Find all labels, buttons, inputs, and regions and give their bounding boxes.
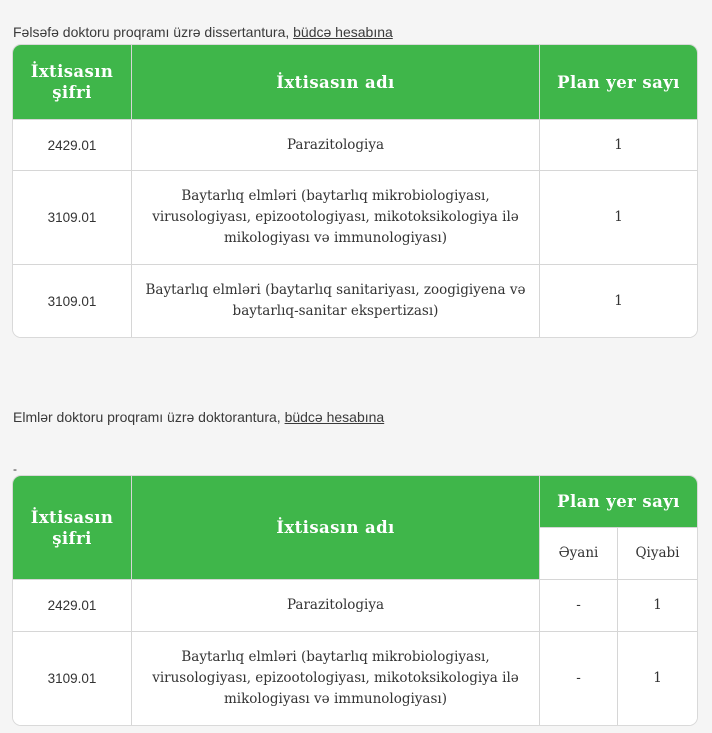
section2-heading — [13, 409, 384, 425]
row-name: Parazitologiya — [132, 579, 540, 631]
col-header-code: İxtisasın şifri — [13, 476, 132, 579]
section1-budget-link[interactable]: büdcə hesabına — [293, 24, 393, 40]
phd-dissertantura-table — [13, 45, 697, 337]
table-row — [13, 170, 697, 264]
row-name: Baytarlıq elmləri (baytarlıq mikrobiologiyası, virusologiyası, epizootologiyası, mikotoksikologiya ilə mikologiyası və immunologiyası) — [132, 631, 540, 725]
row-code: 3109.01 — [13, 264, 132, 337]
row-code: 2429.01 — [13, 119, 132, 170]
section2-heading-text: Elmlər doktoru proqramı üzrə doktorantura, — [13, 409, 285, 425]
row-code: 3109.01 — [13, 631, 132, 725]
row-name: Parazitologiya — [132, 119, 540, 170]
col-header-plan: Plan yer sayı — [540, 476, 697, 527]
row-code: 3109.01 — [13, 170, 132, 264]
section2-budget-link[interactable]: büdcə hesabına — [284, 409, 385, 425]
col-header-plan: Plan yer sayı — [540, 45, 697, 119]
row-day: - — [540, 579, 618, 631]
col-header-extramural: Qiyabi — [618, 527, 697, 579]
row-extramural: 1 — [618, 631, 697, 725]
row-code: 2429.01 — [13, 579, 132, 631]
col-header-name: İxtisasın adı — [132, 45, 540, 119]
table-row — [13, 264, 697, 337]
doctorate-table — [13, 476, 697, 725]
table-row — [13, 631, 697, 725]
row-plan: 1 — [540, 170, 697, 264]
separator-dash: - — [13, 462, 17, 476]
row-extramural: 1 — [618, 579, 697, 631]
col-header-name: İxtisasın adı — [132, 476, 540, 579]
table-row — [13, 119, 697, 170]
row-name: Baytarlıq elmləri (baytarlıq mikrobiologiyası, virusologiyası, epizootologiyası, mikotoksikologiya ilə mikologiyası və immunologiyası) — [132, 170, 540, 264]
table-row — [13, 579, 697, 631]
row-day: - — [540, 631, 618, 725]
col-header-code: İxtisasın şifri — [13, 45, 132, 119]
section1-heading — [13, 24, 393, 40]
row-plan: 1 — [540, 119, 697, 170]
section1-heading-text: Fəlsəfə doktoru proqramı üzrə dissertantura, — [13, 24, 294, 40]
row-plan: 1 — [540, 264, 697, 337]
col-header-day: Əyani — [540, 527, 618, 579]
row-name: Baytarlıq elmləri (baytarlıq sanitariyası, zoogigiyena və baytarlıq-sanitar ekspertizası) — [132, 264, 540, 337]
